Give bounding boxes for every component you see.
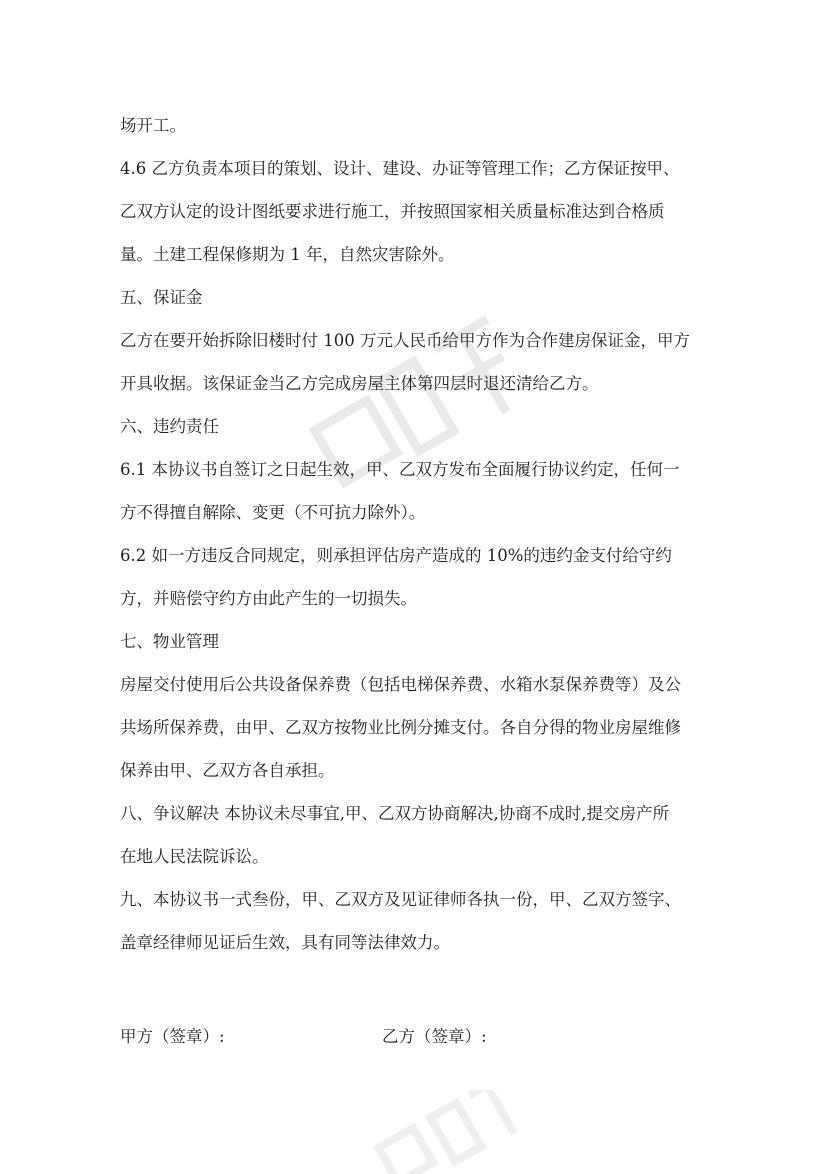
- text-line: 在地人民法院诉讼。: [120, 847, 269, 866]
- text-line: 乙方在要开始拆除旧楼时付 100 万元人民币给甲方作为合作建房保证金，甲方: [120, 331, 690, 350]
- signature-block: [120, 1022, 710, 1052]
- watermark-logo-bottom: [360, 1090, 540, 1174]
- party-a-signature-label: 甲方（签章）:: [120, 1027, 225, 1046]
- text-line: 保养由甲、乙双方各自承担。: [120, 761, 335, 780]
- text-line: 量。土建工程保修期为 1 年，自然灾害除外。: [120, 245, 455, 264]
- text-line: 乙双方认定的设计图纸要求进行施工，并按照国家相关质量标准达到合格质: [120, 202, 665, 221]
- text-line: 4.6 乙方负责本项目的策划、设计、建设、办证等管理工作；乙方保证按甲、: [120, 159, 680, 178]
- text-line: 九、本协议书一式叁份，甲、乙双方及见证律师各执一份，甲、乙双方签字、: [120, 890, 681, 909]
- text-line: 房屋交付使用后公共设备保养费（包括电梯保养费、水箱水泵保养费等）及公: [120, 675, 681, 694]
- text-line: 6.1 本协议书自签订之日起生效，甲、乙双方发布全面履行协议约定，任何一: [120, 460, 680, 479]
- text-line: 6.2 如一方违反合同规定，则承担评估房产造成的 10%的违约金支付给守约: [120, 546, 672, 565]
- party-b-signature-label: 乙方（签章）:: [382, 1027, 487, 1046]
- text-line: 八、争议解决 本协议未尽事宜,甲、乙双方协商解决,协商不成时,提交房产所: [120, 804, 669, 823]
- document-body: [120, 104, 710, 964]
- text-line: 盖章经律师见证后生效，具有同等法律效力。: [120, 933, 450, 952]
- section-heading: 五、保证金: [120, 288, 203, 307]
- text-line: 共场所保养费，由甲、乙双方按物业比例分摊支付。各自分得的物业房屋维修: [120, 718, 681, 737]
- section-heading: 六、违约责任: [120, 417, 219, 436]
- text-line: 场开工。: [120, 116, 186, 135]
- section-heading: 七、物业管理: [120, 632, 219, 651]
- text-line: 方不得擅自解除、变更（不可抗力除外）。: [120, 503, 426, 522]
- text-line: 方，并赔偿守约方由此产生的一切损失。: [120, 589, 417, 608]
- text-line: 开具收据。该保证金当乙方完成房屋主体第四层时退还清给乙方。: [120, 374, 599, 393]
